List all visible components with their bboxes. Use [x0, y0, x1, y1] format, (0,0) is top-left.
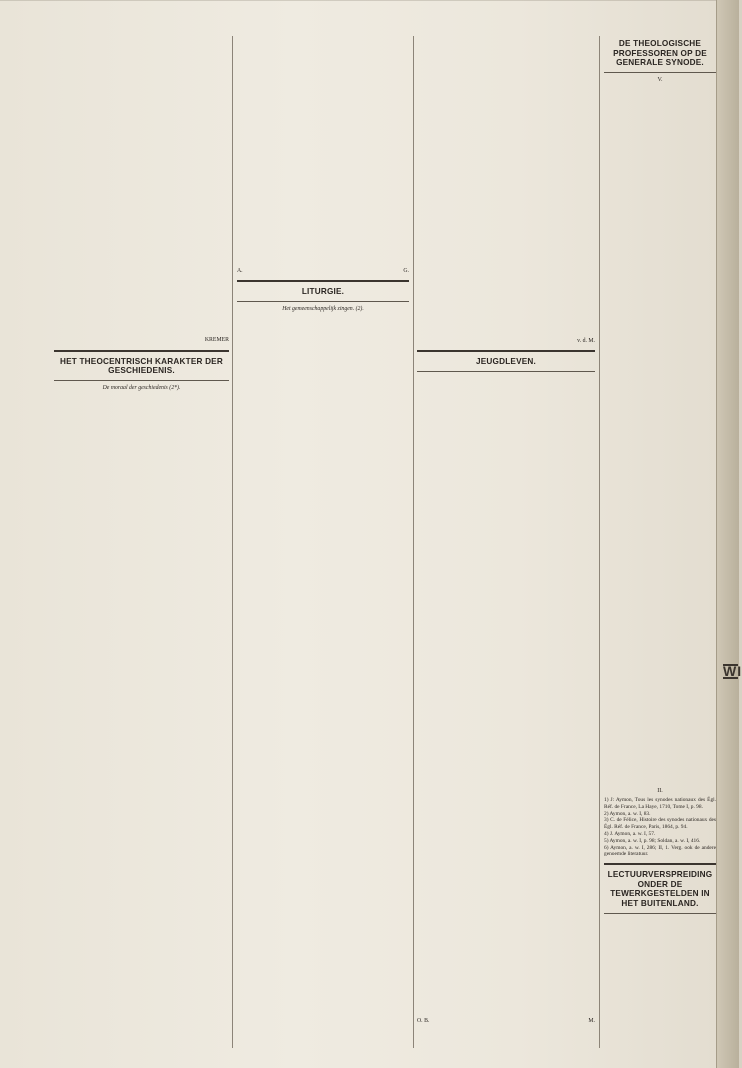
column-3 [417, 36, 595, 1054]
footnote: 5) Aymon, a. w. I, p. 98; Soldan, a. w. I, 416. [604, 837, 701, 844]
column-5-clipped [723, 36, 742, 1054]
article-divider [237, 280, 409, 282]
footnote: 2) Aymon, a. w. I, 83. [604, 810, 651, 817]
article-divider [417, 350, 595, 352]
column-2 [237, 36, 409, 1054]
column-rule [599, 36, 600, 1048]
article-subtitle: De moraal der geschiedenis (2*). [102, 384, 181, 391]
body-paragraph [54, 50, 229, 57]
article-title: LITURGIE. [301, 287, 345, 297]
footnote: 6) Aymon, a. w. I, 286; II, 1. Verg. ook de andere genoemde literatuur. [604, 844, 716, 858]
author-signature: KREMER [204, 337, 229, 344]
author-signature [237, 268, 409, 275]
article-divider [54, 350, 229, 352]
column-1 [54, 36, 229, 1054]
title-rule [54, 380, 229, 381]
signature-left: O. B. [417, 1017, 430, 1024]
section-numeral: II. [657, 787, 663, 794]
article-title: DE THEOLOGISCHE PROFESSOREN OP DE GENERALE SYNODE. [613, 39, 707, 68]
body-paragraph [54, 328, 229, 335]
article-divider [604, 863, 716, 865]
author-signature [417, 1018, 595, 1025]
body-paragraph [54, 43, 229, 50]
body-paragraph [54, 57, 229, 64]
column-4 [604, 36, 716, 1054]
footnote: 3) C. de Félice, Histoire des synodes nationaux des Égl. Réf. de France, Paris, 1864, p. 94. [604, 817, 716, 831]
footnote: 4) J. Aymon, a. w. I, 57. [604, 830, 656, 837]
column-rule [232, 36, 233, 1048]
body-paragraph [54, 36, 229, 43]
section-numeral: V. [657, 76, 663, 83]
signature-right: G. [403, 268, 409, 274]
article-title: JEUGDLEVEN. [476, 357, 536, 367]
clipped-banner: WI [723, 663, 742, 679]
article-title: HET THEOCENTRISCH KARAKTER DER GESCHIEDENIS. [60, 356, 223, 376]
signature-right: M. [588, 1017, 595, 1024]
title-rule [604, 913, 716, 914]
article-title: LECTUURVERSPREIDING ONDER DE TEWERKGESTELDEN IN HET BUITENLAND. [607, 870, 713, 908]
author-signature: v. d. M. [577, 338, 595, 344]
title-rule [237, 301, 409, 302]
footnote: 1) J: Aymon, Tous les synodes nationaux des Égl. Réf. de France, La Haye, 1710, Tome I, p. 98. [604, 796, 716, 810]
title-rule [604, 72, 716, 73]
signature-left: A. [237, 268, 243, 274]
article-subtitle: Het gemeenschappelijk zingen. (2). [282, 305, 364, 312]
title-rule [417, 371, 595, 372]
column-rule [413, 36, 414, 1048]
